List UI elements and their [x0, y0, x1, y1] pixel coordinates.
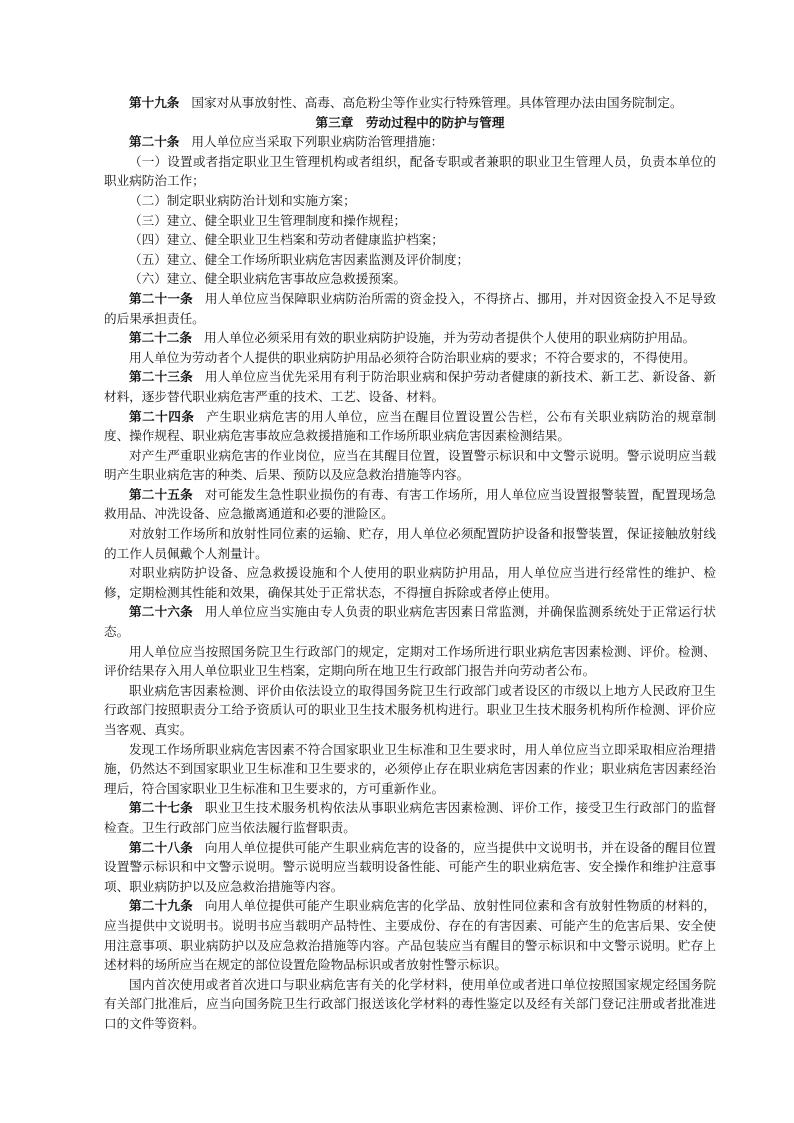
article-label: 第二十七条: [129, 800, 193, 816]
list-item: （五）建立、健全工作场所职业病危害因素监测及评价制度；: [129, 251, 470, 267]
list-item: （四）建立、健全职业卫生档案和劳动者健康监护档案；: [129, 232, 444, 248]
article-text: 职业卫生技术服务机构依法从事职业病危害因素检测、评价工作，接受卫生行政部门的监督检查。卫生行政部门应当依法履行监督职责。: [104, 800, 717, 835]
list-item: （三）建立、健全职业卫生管理制度和操作规程；: [129, 212, 407, 228]
article-22: [104, 328, 716, 348]
list-item: （六）建立、健全职业病危害事故应急救援预案。: [129, 271, 407, 287]
article-text: 对可能发生急性职业损伤的有毒、有害工作场所，用人单位应当设置报警装置，配置现场急救用品、冲洗设备、应急撤离通道和必要的泄险区。: [104, 486, 717, 522]
article-text: 用人单位应当实施由专人负责的职业病危害因素日常监测，并确保监测系统处于正常运行状态。: [104, 604, 717, 640]
article-25: [104, 485, 716, 524]
article-text: 产生职业病危害的用人单位，应当在醒目位置设置公告栏，公布有关职业病防治的规章制度、操作规程、职业病危害事故应急救援措施和工作场所职业病危害因素检测结果。: [104, 408, 717, 444]
paragraph: 发现工作场所职业病危害因素不符合国家职业卫生标准和卫生要求时，用人单位应当立即采取相应治理措施，仍然达不到国家职业卫生标准和卫生要求的，必须停止存在职业病危害因素的作业；职业病危害因素经治理后，符合国家职业卫生标准和卫生要求的，方可重新作业。: [104, 741, 716, 796]
article-label: 第二十条: [129, 134, 180, 150]
article-text: 国家对从事放射性、高毒、高危粉尘等作业实行特殊管理。具体管理办法由国务院制定。: [191, 95, 683, 110]
chapter-title: 第三章 劳动过程中的防护与管理: [315, 114, 505, 130]
article-19: [104, 93, 716, 113]
paragraph: 对放射工作场所和放射性同位素的运输、贮存，用人单位必须配置防护设备和报警装置，保证接触放射线的工作人员佩戴个人剂量计。: [104, 526, 716, 561]
paragraph: 用人单位为劳动者个人提供的职业病防护用品必须符合防治职业病的要求；不符合要求的，不得使用。: [129, 349, 696, 365]
paragraph: 职业病危害因素检测、评价由依法设立的取得国务院卫生行政部门或者设区的市级以上地方人民政府卫生行政部门按照职责分工给予资质认可的职业卫生技术服务机构进行。职业卫生技术服务机构所作检测、评价应当客观、真实。: [104, 682, 716, 737]
article-24: [104, 407, 716, 446]
article-28: [104, 838, 716, 897]
article-text: 用人单位应当采取下列职业病防治管理措施：: [191, 134, 444, 150]
list-item: （二）制定职业病防治计划和实施方案；: [129, 192, 356, 208]
article-label: 第二十四条: [129, 408, 195, 424]
article-label: 第二十五条: [129, 486, 193, 502]
article-text: 向用人单位提供可能产生职业病危害的化学品、放射性同位素和含有放射性物质的材料的，应当提供中文说明书。说明书应当载明产品特性、主要成份、存在的有害因素、可能产生的危害后果、安全使用注意事项、职业病防护以及应急救治措施等内容。产品包装应当有醒目的警示标识和中文警示说明。贮存上述材料的场所应当在规定的部位设置危险物品标识或者放射性警示标识。: [104, 898, 717, 973]
paragraph: 对产生严重职业病危害的作业岗位，应当在其醒目位置，设置警示标识和中文警示说明。警示说明应当载明产生职业病危害的种类、后果、预防以及应急救治措施等内容。: [104, 447, 716, 483]
article-21: [104, 289, 716, 328]
article-29: [104, 896, 716, 974]
article-26: [104, 602, 716, 641]
article-label: 第十九条: [129, 95, 180, 110]
article-label: 第二十二条: [129, 330, 192, 346]
article-text: 用人单位应当保障职业病防治所需的资金投入，不得挤占、挪用，并对因资金投入不足导致的后果承担责任。: [104, 290, 717, 326]
article-label: 第二十九条: [129, 898, 193, 914]
article-label: 第二十三条: [129, 369, 193, 385]
article-label: 第二十一条: [129, 290, 193, 306]
document-body: [104, 93, 716, 1034]
article-23: [104, 367, 716, 406]
article-27: [104, 798, 716, 837]
paragraph: 国内首次使用或者首次进口与职业病危害有关的化学材料，使用单位或者进口单位按照国家规定经国务院有关部门批准后，应当向国务院卫生行政部门报送该化学材料的毒性鉴定以及经有关部门登记注册或者批准进口的文件等资料。: [104, 976, 716, 1031]
article-label: 第二十八条: [129, 839, 193, 855]
paragraph: 对职业病防护设备、应急救援设施和个人使用的职业病防护用品，用人单位应当进行经常性的维护、检修，定期检测其性能和效果，确保其处于正常状态，不得擅自拆除或者停止使用。: [104, 565, 716, 600]
article-text: 用人单位应当优先采用有利于防治职业病和保护劳动者健康的新技术、新工艺、新设备、新材料，逐步替代职业病危害严重的技术、工艺、设备、材料。: [104, 369, 717, 404]
list-item: （一）设置或者指定职业卫生管理机构或者组织，配备专职或者兼职的职业卫生管理人员，负责本单位的职业病防治工作；: [104, 153, 716, 189]
article-20: [104, 132, 716, 152]
article-label: 第二十六条: [129, 604, 193, 620]
article-text: 用人单位必须采用有效的职业病防护设施，并为劳动者提供个人使用的职业病防护用品。: [203, 330, 696, 346]
article-text: 向用人单位提供可能产生职业病危害的设备的，应当提供中文说明书，并在设备的醒目位置设置警示标识和中文警示说明。警示说明应当载明设备性能、可能产生的职业病危害、安全操作和维护注意事项、职业病防护以及应急救治措施等内容。: [104, 839, 717, 894]
paragraph: 用人单位应当按照国务院卫生行政部门的规定，定期对工作场所进行职业病危害因素检测、评价。检测、评价结果存入用人单位职业卫生档案，定期向所在地卫生行政部门报告并向劳动者公布。: [104, 643, 716, 679]
